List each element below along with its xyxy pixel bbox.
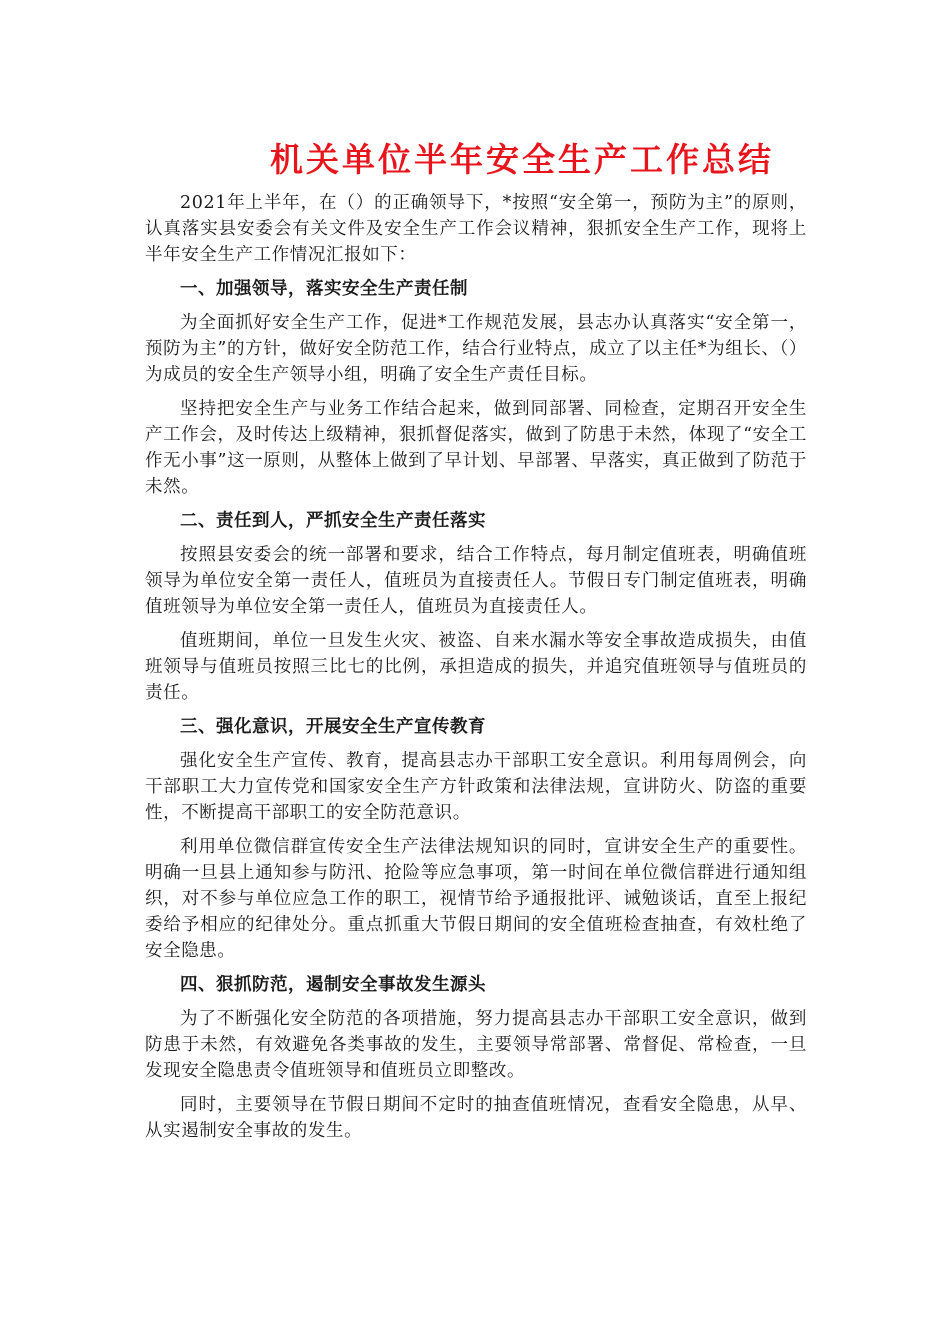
- document-page: [145, 130, 807, 1152]
- section-4: [145, 972, 807, 1144]
- body-paragraph: 为了不断强化安全防范的各项措施，努力提高县志办干部职工安全意识，做到防患于未然，有效避免各类事故的发生，主要领导常部署、常督促、常检查，一旦发现安全隐患责令值班领导和值班员立即整改。: [145, 1009, 807, 1081]
- section-heading: 四、狠抓防范，遏制安全事故发生源头: [180, 975, 486, 995]
- intro-paragraph: 2021年上半年，在（）的正确领导下，*按照“安全第一，预防为主”的原则，认真落实县安委会有关文件及安全生产工作会议精神，狠抓安全生产工作，现将上半年安全生产工作情况汇报如下：: [145, 193, 807, 265]
- body-paragraph: 为全面抓好安全生产工作，促进*工作规范发展，县志办认真落实“安全第一，预防为主”的方针，做好安全防范工作，结合行业特点，成立了以主任*为组长、（）为成员的安全生产领导小组，明确了安全生产责任目标。: [145, 313, 807, 385]
- body-paragraph: 坚持把安全生产与业务工作结合起来，做到同部署、同检查，定期召开安全生产工作会，及时传达上级精神，狠抓督促落实，做到了防患于未然，体现了“安全工作无小事”这一原则，从整体上做到了早计划、早部署、早落实，真正做到了防范于未然。: [145, 399, 807, 497]
- section-heading: 二、责任到人，严抓安全生产责任落实: [180, 511, 486, 531]
- section-heading: 一、加强领导，落实安全生产责任制: [180, 279, 468, 299]
- section-3: [145, 714, 807, 964]
- body-paragraph: 利用单位微信群宣传安全生产法律法规知识的同时，宣讲安全生产的重要性。明确一旦县上通知参与防汛、抢险等应急事项，第一时间在单位微信群进行通知组织，对不参与单位应急工作的职工，视情节给予通报批评、诫勉谈话，直至上报纪委给予相应的纪律处分。重点抓重大节假日期间的安全值班检查抽查，有效杜绝了安全隐患。: [145, 837, 807, 961]
- section-1: [145, 276, 807, 500]
- body-paragraph: 同时，主要领导在节假日期间不定时的抽查值班情况，查看安全隐患，从早、从实遏制安全事故的发生。: [145, 1095, 807, 1141]
- body-paragraph: 按照县安委会的统一部署和要求，结合工作特点，每月制定值班表，明确值班领导为单位安全第一责任人，值班员为直接责任人。节假日专门制定值班表，明确值班领导为单位安全第一责任人，值班员为直接责任人。: [145, 545, 807, 617]
- section-2: [145, 508, 807, 706]
- body-paragraph: 值班期间，单位一旦发生火灾、被盗、自来水漏水等安全事故造成损失，由值班领导与值班员按照三比七的比例，承担造成的损失，并追究值班领导与值班员的责任。: [145, 631, 807, 703]
- body-paragraph: 强化安全生产宣传、教育，提高县志办干部职工安全意识。利用每周例会，向干部职工大力宣传党和国家安全生产方针政策和法律法规，宣讲防火、防盗的重要性，不断提高干部职工的安全防范意识。: [145, 751, 807, 823]
- section-heading: 三、强化意识，开展安全生产宣传教育: [180, 717, 486, 737]
- document-title: 机关单位半年安全生产工作总结: [270, 140, 774, 179]
